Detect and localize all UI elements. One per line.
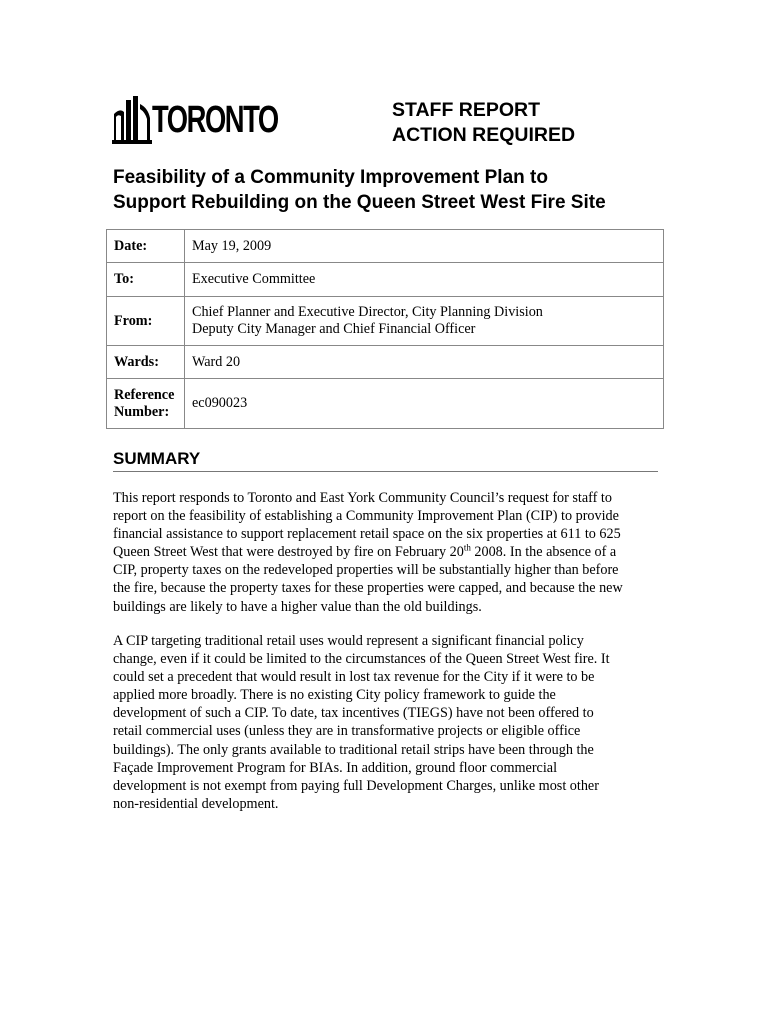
to-label: To:	[107, 263, 185, 297]
paragraph-line: retail commercial uses (unless they are in transformative projects or eligible office	[113, 723, 581, 740]
table-row-reference	[107, 379, 664, 429]
summary-heading: SUMMARY	[113, 448, 658, 472]
date-value: May 19, 2009	[185, 230, 664, 263]
from-value-line2: Deputy City Manager and Chief Financial Officer	[192, 321, 476, 337]
table-row-date	[107, 230, 664, 263]
reference-label	[107, 379, 185, 429]
date-label: Date:	[107, 230, 185, 263]
paragraph-line: CIP, property taxes on the redeveloped properties will be substantially higher than before	[113, 562, 619, 579]
paragraph-line: applied more broadly. There is no existing City policy framework to guide the	[113, 687, 556, 704]
toronto-logo	[112, 94, 278, 146]
report-type	[392, 98, 575, 148]
reference-value: ec090023	[185, 379, 664, 429]
to-value: Executive Committee	[185, 263, 664, 297]
paragraph-line: non-residential development.	[113, 795, 279, 812]
paragraph-line: buildings). The only grants available to traditional retail strips have been through the	[113, 741, 594, 758]
paragraph-line: buildings are likely to have a higher value than the old buildings.	[113, 598, 482, 615]
paragraph-line: the fire, because the property taxes for these properties were capped, and because the new	[113, 580, 623, 597]
paragraph-line: A CIP targeting traditional retail uses would represent a significant financial policy	[113, 633, 584, 649]
report-info-table	[106, 229, 664, 429]
table-row-to	[107, 263, 664, 297]
summary-paragraph-2	[113, 632, 663, 813]
report-type-line1: STAFF REPORT	[392, 99, 541, 121]
line-text: Queen Street West that were destroyed by fire on February 20	[113, 544, 464, 561]
paragraph-line: Façade Improvement Program for BIAs. In addition, ground floor commercial	[113, 759, 558, 776]
city-hall-icon	[112, 94, 152, 146]
report-title-line2: Support Rebuilding on the Queen Street West Fire Site	[113, 192, 606, 213]
paragraph-line: development is not exempt from paying full Development Charges, unlike most other	[113, 777, 599, 794]
logo-wordmark: TORONTO	[152, 99, 278, 141]
reference-label-line2: Number:	[114, 403, 170, 420]
paragraph-line: report on the feasibility of establishing a Community Improvement Plan (CIP) to provide	[113, 508, 619, 525]
line-text: 2008. In the absence of a	[470, 544, 617, 561]
ordinal-suffix: th	[463, 542, 471, 553]
paragraph-line: change, even if it could be limited to the circumstances of the Queen Street West fire. It	[113, 651, 610, 668]
from-value	[185, 297, 664, 346]
paragraph-line: financial assistance to support replacement retail space on the six properties at 611 to 625	[113, 526, 621, 543]
reference-label-line1: Reference	[114, 386, 175, 403]
from-value-line1: Chief Planner and Executive Director, City Planning Division	[192, 304, 543, 320]
report-type-line2: ACTION REQUIRED	[392, 124, 576, 146]
report-title	[113, 165, 673, 215]
table-row-wards	[107, 346, 664, 379]
wards-label: Wards:	[107, 346, 185, 379]
paragraph-line: could set a precedent that would result in lost tax revenue for the City if it were to be	[113, 669, 595, 686]
wards-value: Ward 20	[185, 346, 664, 379]
paragraph-line	[113, 543, 663, 561]
summary-paragraph-1	[113, 489, 663, 616]
table-row-from	[107, 297, 664, 346]
report-title-line1: Feasibility of a Community Improvement Plan to	[113, 167, 548, 188]
paragraph-line: This report responds to Toronto and East York Community Council’s request for staff to	[113, 490, 612, 506]
from-label: From:	[107, 297, 185, 346]
paragraph-line: development of such a CIP. To date, tax incentives (TIEGS) have not been offered to	[113, 705, 594, 722]
